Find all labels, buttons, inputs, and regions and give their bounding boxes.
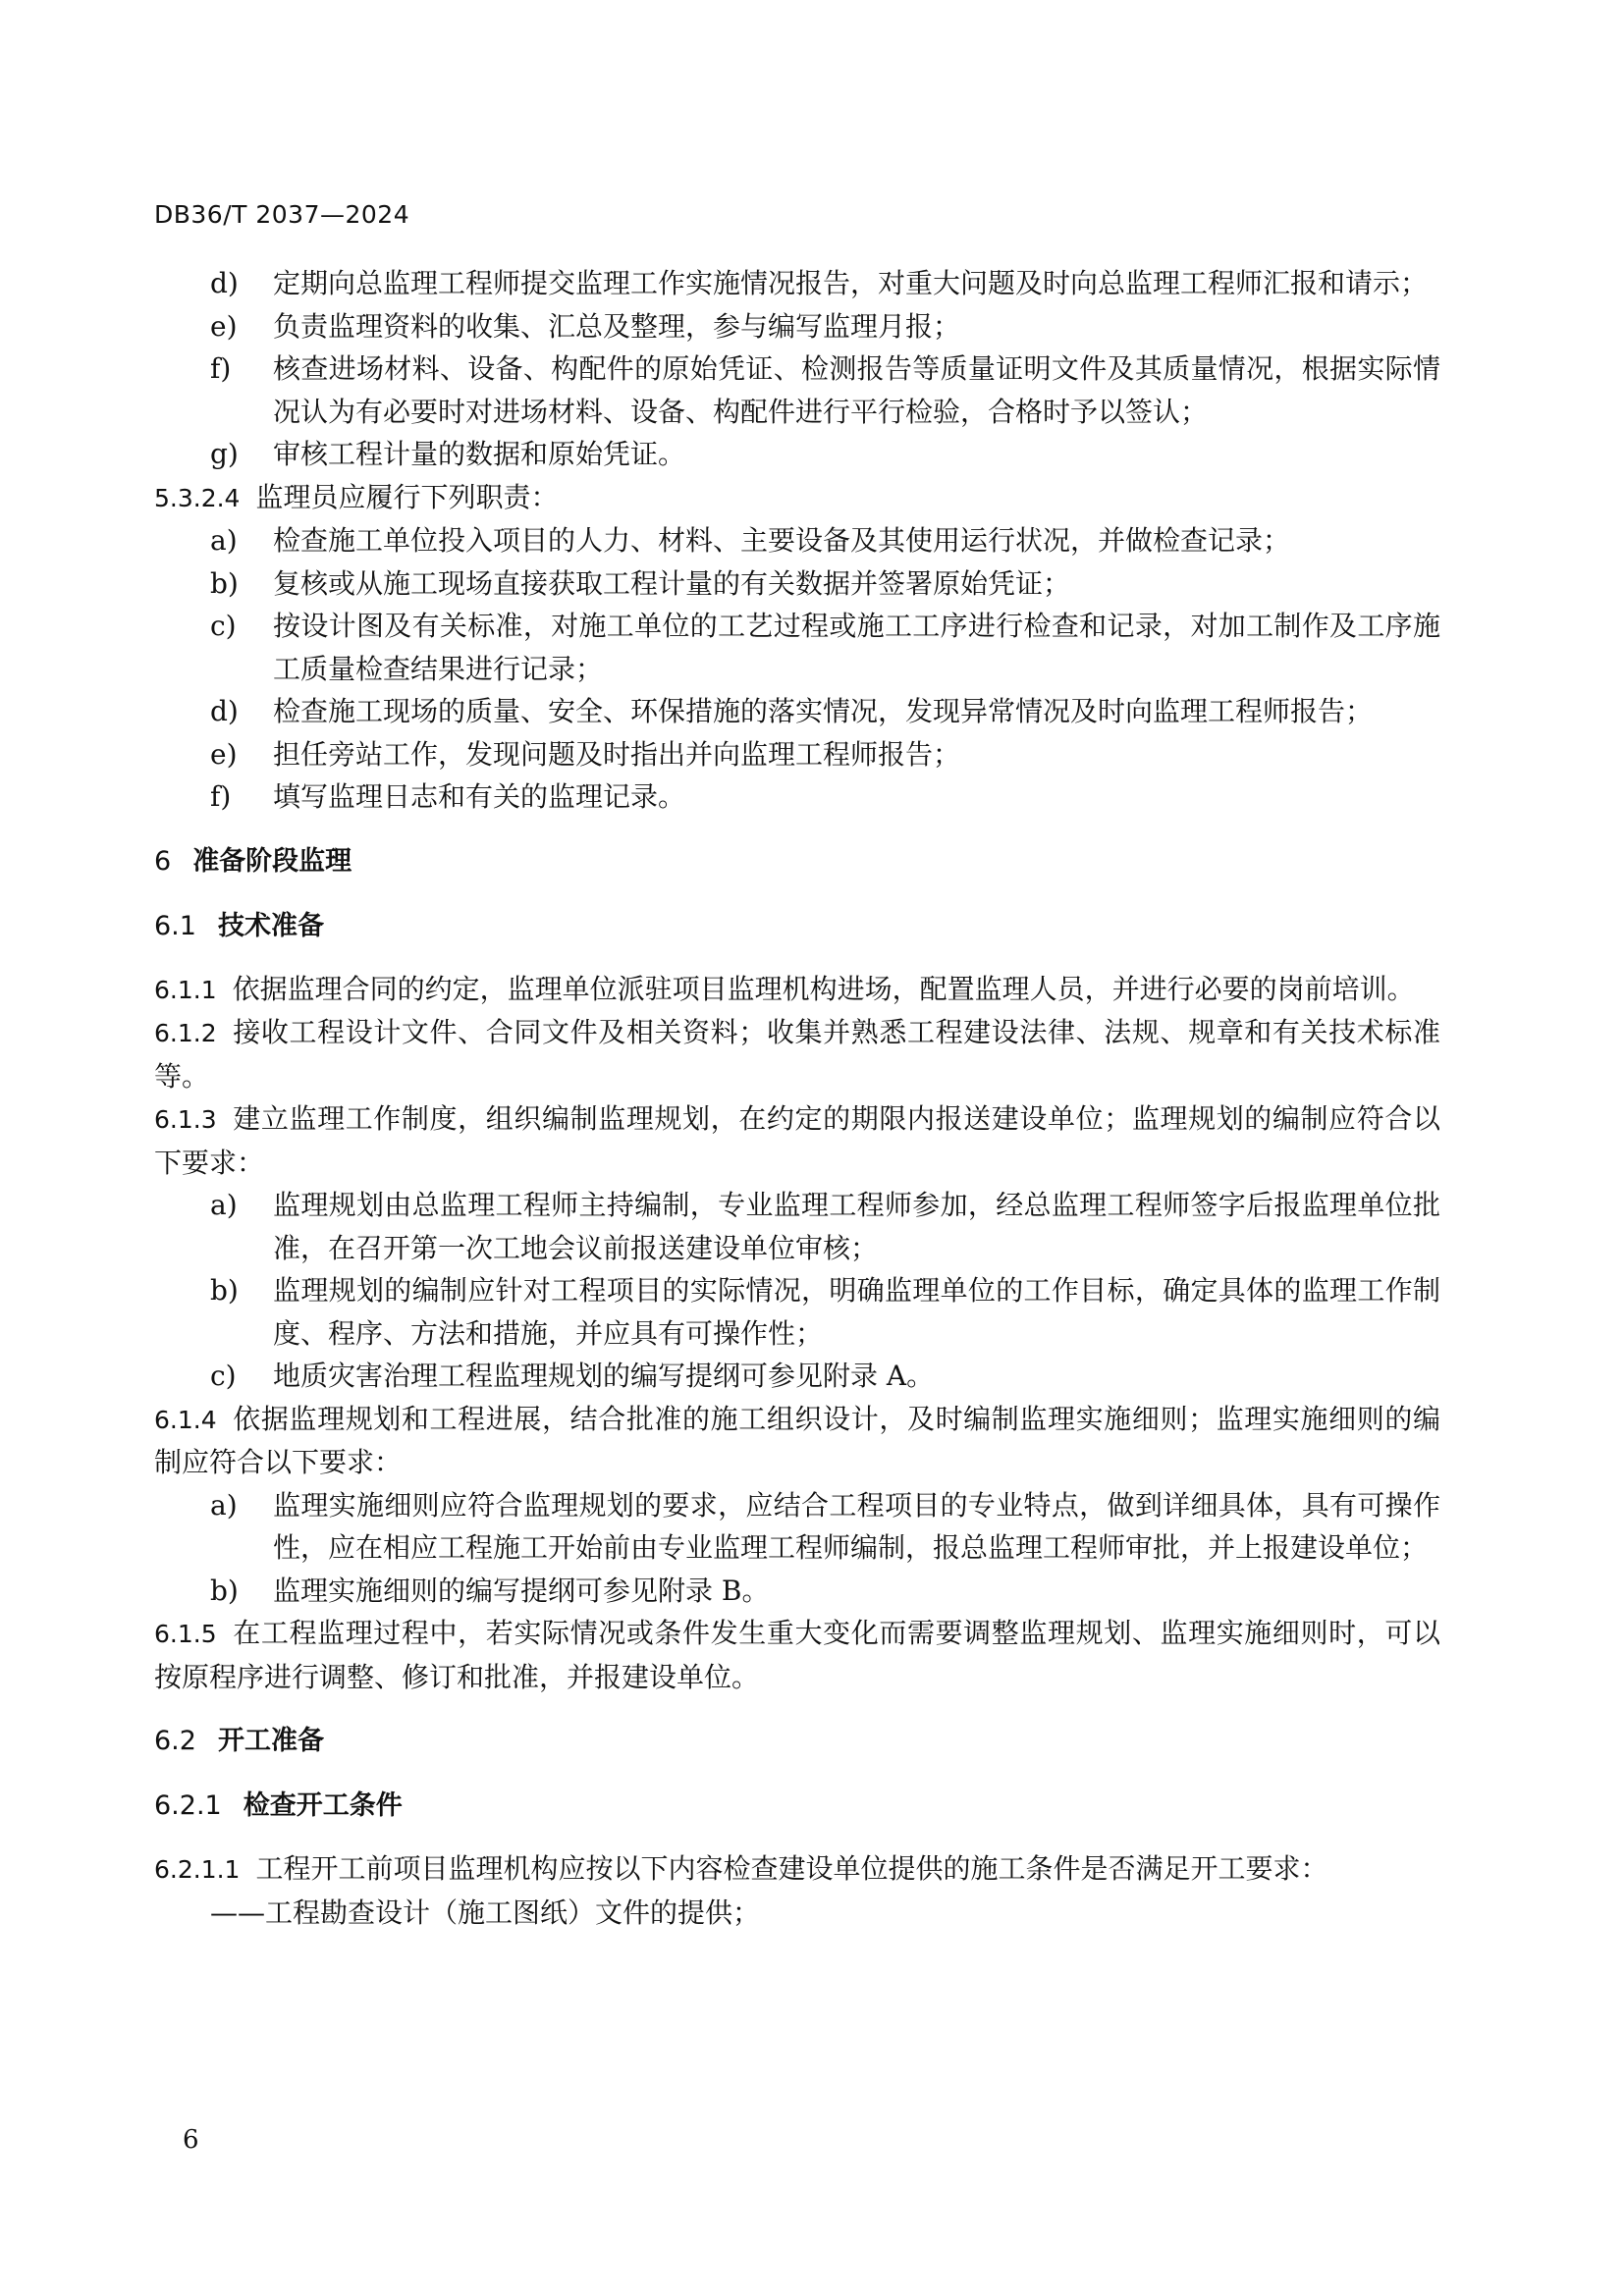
- list-label: f): [210, 352, 232, 385]
- clause-number: 5.3.2.4: [154, 483, 241, 512]
- clause-number: 6.1.4: [154, 1405, 217, 1434]
- dash-list-item: ——工程勘查设计（施工图纸）文件的提供；: [210, 1896, 761, 1929]
- clause-text: 工程开工前项目监理机构应按以下内容检查建设单位提供的施工条件是否满足开工要求：: [255, 1852, 1328, 1885]
- list-label: d): [210, 267, 239, 299]
- clause-text: 依据监理规划和工程进展，结合批准的施工组织设计，及时编制监理实施细则；监理实施细则的编制应符合以下要求：: [154, 1402, 1440, 1478]
- list-text: 核查进场材料、设备、构配件的原始凭证、检测报告等质量证明文件及其质量情况，根据实际情况认为有必要时对进场材料、设备、构配件进行平行检验，合格时予以签认；: [273, 352, 1440, 428]
- list-item: [154, 1484, 1440, 1570]
- list-label: g): [210, 438, 239, 470]
- list-item: [154, 605, 1440, 690]
- section-heading-6: [154, 840, 1440, 883]
- section-title: 技术准备: [217, 910, 324, 941]
- list-item: [154, 1570, 1440, 1613]
- list-text: 复核或从施工现场直接获取工程计量的有关数据并签署原始凭证；: [273, 566, 1071, 600]
- clause-number: 6.2.1.1: [154, 1855, 241, 1884]
- list-label: e): [210, 737, 238, 771]
- list-item: [154, 562, 1440, 606]
- clause-6-1-3: [154, 1097, 1440, 1184]
- list-label: a): [210, 524, 238, 557]
- clause-text: 建立监理工作制度，组织编制监理规划，在约定的期限内报送建设单位；监理规划的编制应符合以下要求：: [154, 1102, 1440, 1179]
- list-text: 填写监理日志和有关的监理记录。: [273, 780, 686, 813]
- list-item: [154, 1355, 1440, 1398]
- list-label: f): [210, 780, 232, 813]
- list-text: 监理规划的编制应针对工程项目的实际情况，明确监理单位的工作目标，确定具体的监理工作制度、程序、方法和措施，并应具有可操作性；: [273, 1274, 1440, 1350]
- section-number: 6.2: [154, 1726, 196, 1756]
- list-label: d): [210, 695, 239, 727]
- list-label: b): [210, 566, 239, 600]
- list-text: 担任旁站工作，发现问题及时指出并向监理工程师报告；: [273, 737, 961, 771]
- section-number: 6: [154, 845, 172, 877]
- document-code-header: DB36/T 2037—2024: [154, 200, 410, 229]
- list-text: 监理实施细则的编写提纲可参见附录 B。: [273, 1574, 770, 1607]
- section-heading-6-1: [154, 905, 1440, 948]
- list-text: 检查施工现场的质量、安全、环保措施的落实情况，发现异常情况及时向监理工程师报告；: [273, 695, 1374, 727]
- clause-5-3-2-4: [154, 476, 1440, 520]
- list-text: 定期向总监理工程师提交监理工作实施情况报告，对重大问题及时向总监理工程师汇报和请示；: [273, 267, 1429, 299]
- list-label: a): [210, 1189, 238, 1221]
- clause-6-1-5: [154, 1612, 1440, 1698]
- section-title: 检查开工条件: [243, 1790, 403, 1821]
- page-content: [154, 262, 1440, 1934]
- section-heading-6-2: [154, 1720, 1440, 1763]
- clause-6-1-2: [154, 1011, 1440, 1097]
- list-item: [154, 305, 1440, 348]
- list-item: [154, 519, 1440, 562]
- clause-text: 接收工程设计文件、合同文件及相关资料；收集并熟悉工程建设法律、法规、规章和有关技术标准等。: [154, 1016, 1440, 1093]
- section-title: 开工准备: [217, 1726, 324, 1756]
- clause-6-1-1: [154, 968, 1440, 1012]
- list-text: 监理实施细则应符合监理规划的要求，应结合工程项目的专业特点，做到详细具体，具有可操作性，应在相应工程施工开始前由专业监理工程师编制，报总监理工程师审批，并上报建设单位；: [273, 1488, 1440, 1564]
- list-item: [154, 347, 1440, 433]
- list-item: [154, 262, 1440, 305]
- clause-number: 6.1.2: [154, 1019, 217, 1047]
- list-text: 地质灾害治理工程监理规划的编写提纲可参见附录 A。: [273, 1360, 935, 1392]
- list-text: 审核工程计量的数据和原始凭证。: [273, 438, 686, 470]
- section-title: 准备阶段监理: [192, 845, 352, 877]
- list-label: a): [210, 1488, 238, 1522]
- list-text: 检查施工单位投入项目的人力、材料、主要设备及其使用运行状况，并做检查记录；: [273, 524, 1291, 557]
- page-number: 6: [183, 2125, 199, 2155]
- list-item: [154, 733, 1440, 776]
- clause-6-1-4: [154, 1398, 1440, 1484]
- list-item: [154, 1269, 1440, 1355]
- clause-6-2-1-1: [154, 1847, 1440, 1892]
- list-item: [154, 690, 1440, 733]
- list-label: b): [210, 1574, 239, 1607]
- list-label: c): [210, 610, 237, 642]
- list-text: 按设计图及有关标准，对施工单位的工艺过程或施工工序进行检查和记录，对加工制作及工序施工质量检查结果进行记录；: [273, 610, 1440, 685]
- section-heading-6-2-1: [154, 1785, 1440, 1828]
- list-item: [154, 1184, 1440, 1269]
- list-item: [154, 433, 1440, 476]
- clause-text: 监理员应履行下列职责：: [255, 480, 559, 513]
- list-label: c): [210, 1360, 237, 1392]
- list-item: [154, 775, 1440, 819]
- clause-text: 在工程监理过程中，若实际情况或条件发生重大变化而需要调整监理规划、监理实施细则时，可以按原程序进行调整、修订和批准，并报建设单位。: [154, 1617, 1440, 1693]
- list-label: b): [210, 1274, 239, 1307]
- section-number: 6.2.1: [154, 1790, 222, 1821]
- clause-number: 6.1.1: [154, 975, 217, 1004]
- clause-number: 6.1.3: [154, 1105, 217, 1134]
- section-number: 6.1: [154, 910, 196, 941]
- list-text: 负责监理资料的收集、汇总及整理，参与编写监理月报；: [273, 309, 961, 343]
- clause-number: 6.1.5: [154, 1620, 217, 1648]
- clause-text: 依据监理合同的约定，监理单位派驻项目监理机构进场，配置监理人员，并进行必要的岗前培训。: [232, 972, 1415, 1005]
- list-label: e): [210, 309, 238, 343]
- list-text: 监理规划由总监理工程师主持编制，专业监理工程师参加，经总监理工程师签字后报监理单位批准，在召开第一次工地会议前报送建设单位审核；: [273, 1189, 1440, 1264]
